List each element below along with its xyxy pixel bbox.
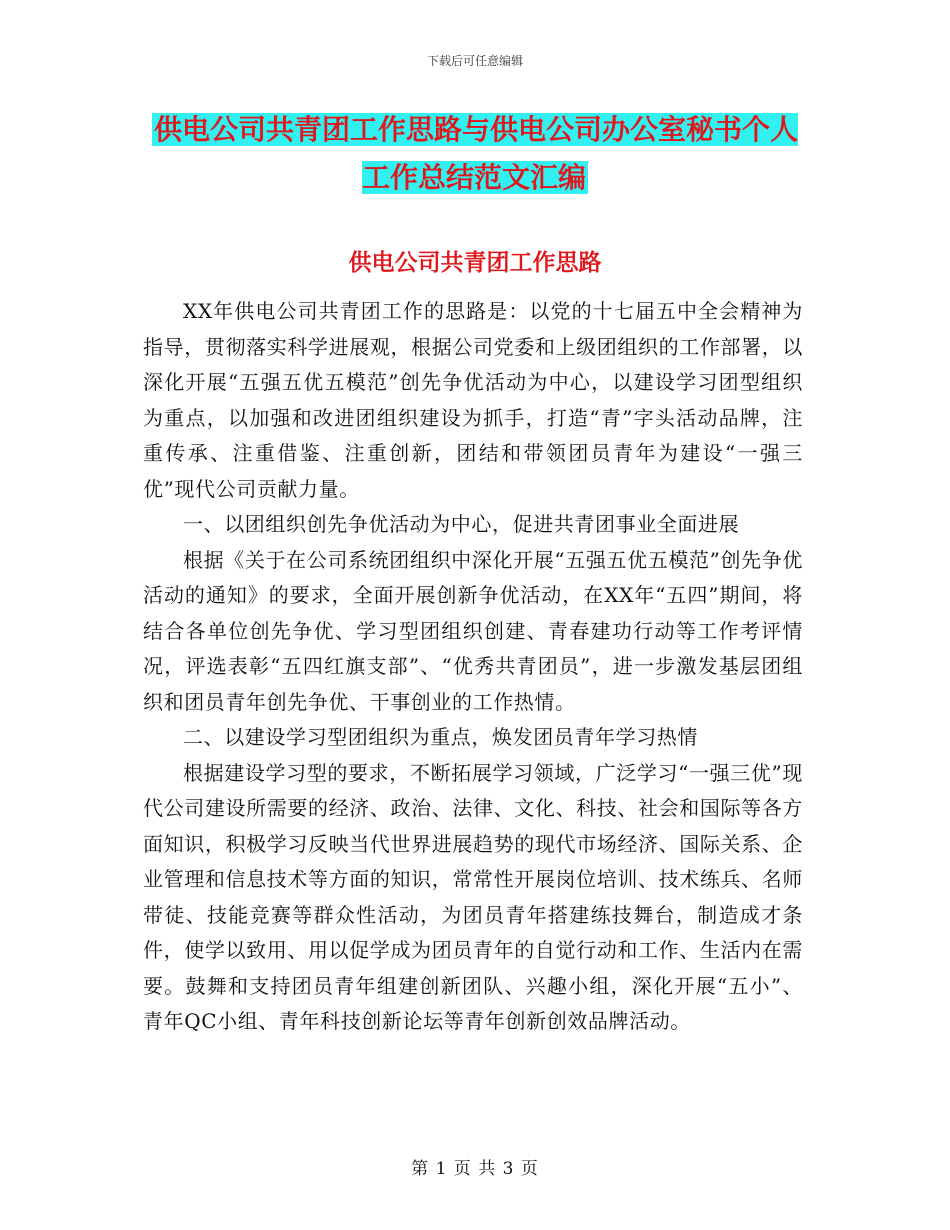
document-title	[140, 106, 810, 202]
heading-two: 二、以建设学习型团组织为重点，焕发团员青年学习热情	[183, 725, 698, 749]
heading-one: 一、以团组织创先争优活动为中心，促进共青团事业全面进展	[183, 512, 740, 536]
paragraph-intro: XX年供电公司共青团工作的思路是：以党的十七届五中全会精神为指导，贯彻落实科学进展观，根据公司党委和上级团组织的工作部署，以深化开展“五强五优五模范”创先争优活动为中心，以建设学习团型组织为重点，以加强和改进团组织建设为抓手，打造“青”字头活动品牌，注重传承、注重借鉴、注重创新，团结和带领团员青年为建设“一强三优”现代公司贡献力量。	[143, 299, 803, 501]
header-note: 下载后可任意编辑	[426, 54, 523, 68]
section-title: 供电公司共青团工作思路	[348, 250, 602, 276]
page-footer: 第 1 页 共 3 页	[411, 1159, 539, 1179]
document-title-highlight: 供电公司共青团工作思路与供电公司办公室秘书个人工作总结范文汇编	[153, 113, 798, 194]
paragraph-two: 根据建设学习型的要求，不断拓展学习领域，广泛学习“一强三优”现代公司建设所需要的经济、政治、法律、文化、科技、社会和国际等各方面知识，积极学习反映当代世界进展趋势的现代市场经济、国际关系、企业管理和信息技术等方面的知识，常常性开展岗位培训、技术练兵、名师带徒、技能竞赛等群众性活动，为团员青年搭建练技舞台，制造成才条件，使学以致用、用以促学成为团员青年的自觉行动和工作、生活内在需要。鼓舞和支持团员青年组建创新团队、兴趣小组，深化开展“五小”、青年QC小组、青年科技创新论坛等青年创新创效品牌活动。	[143, 760, 803, 1033]
paragraph-one: 根据《关于在公司系统团组织中深化开展“五强五优五模范”创先争优活动的通知》的要求，全面开展创新争优活动，在XX年“五四”期间，将结合各单位创先争优、学习型团组织创建、青春建功行动等工作考评情况，评选表彰“五四红旗支部”、“优秀共青团员”，进一步激发基层团组织和团员青年创先争优、干事创业的工作热情。	[143, 547, 803, 714]
document-body	[143, 294, 803, 1040]
